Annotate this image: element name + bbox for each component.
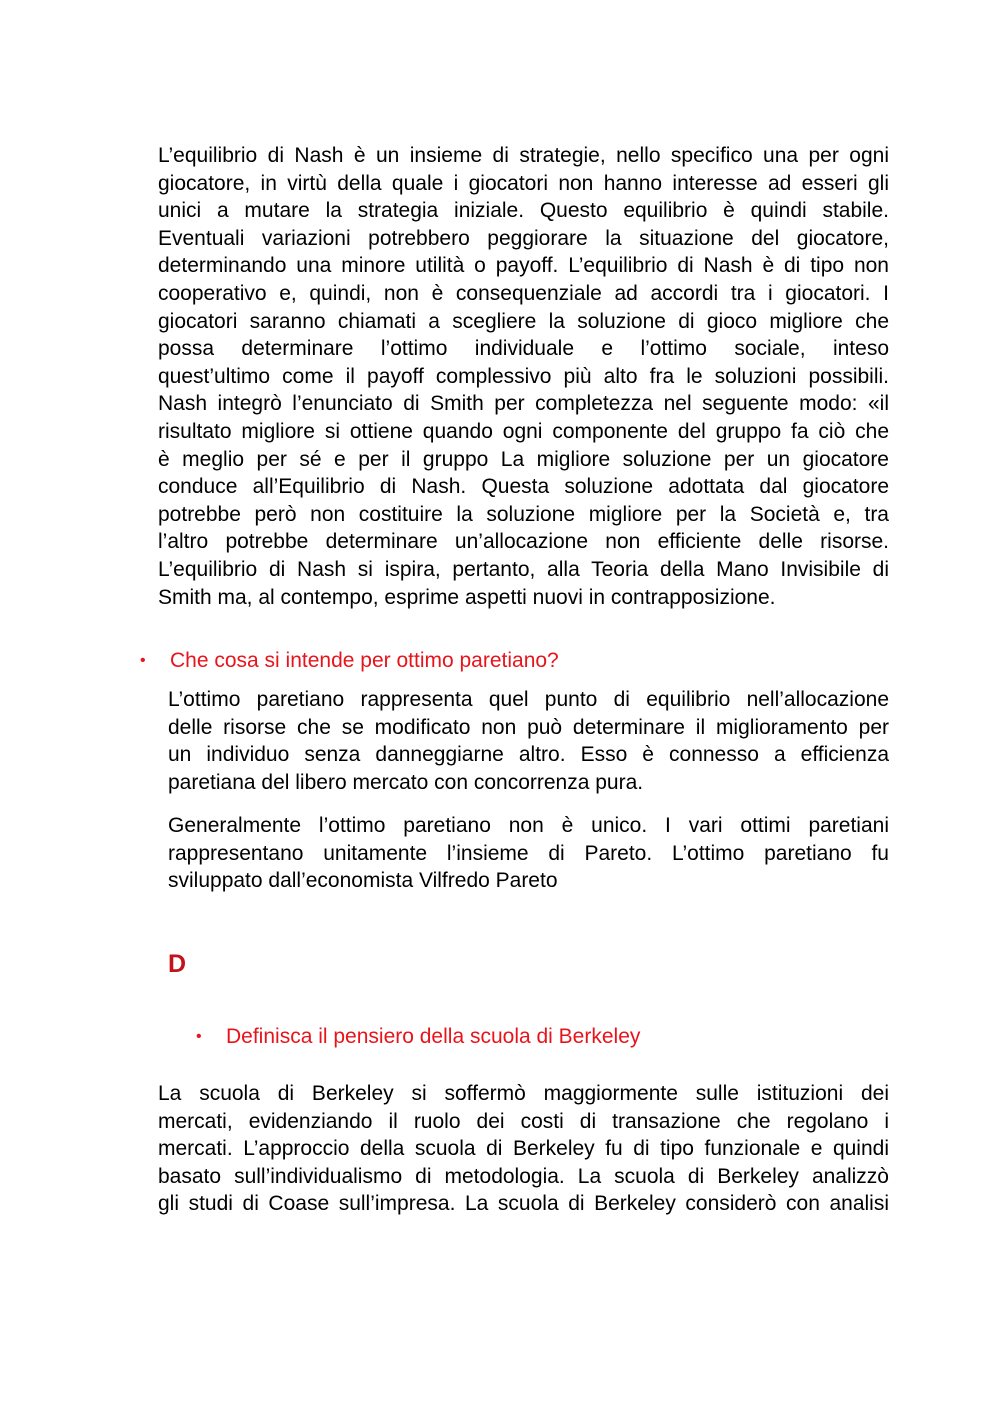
text-line: L’equilibrio di Nash si ispira, pertanto, alla Teoria della Mano Invisibile di <box>158 557 889 581</box>
text-line: delle risorse che se modificato non può determinare il miglioramento per <box>168 715 889 739</box>
text-line: L’equilibrio di Nash è un insieme di strategie, nello specifico una per ogni <box>158 144 889 167</box>
text-line: l’altro potrebbe determinare un’allocazione non efficiente delle risorse. <box>158 530 889 554</box>
question-berkeley: Definisca il pensiero della scuola di Berkeley <box>226 1025 641 1048</box>
section-letter: D <box>168 950 187 978</box>
paragraph-pareto-definition <box>168 686 889 796</box>
question-pareto: Che cosa si intende per ottimo paretiano? <box>170 649 559 672</box>
text-line: risultato migliore si ottiene quando ogni componente del gruppo fa ciò che <box>158 419 889 443</box>
paragraph-pareto-set <box>168 812 889 895</box>
text-line: conduce all’Equilibrio di Nash. Questa soluzione adottata dal giocatore <box>158 475 889 499</box>
text-line: Generalmente l’ottimo paretiano non è unico. I vari ottimi paretiani <box>168 814 889 837</box>
text-line: determinando una minore utilità o payoff. L’equilibrio di Nash è di tipo non <box>158 254 889 278</box>
text-line: un individuo senza danneggiarne altro. Esso è connesso a efficienza <box>168 743 889 767</box>
paragraph-berkeley-school <box>158 1080 889 1218</box>
bullet-icon: • <box>196 1028 202 1045</box>
text-line: Smith ma, al contempo, esprime aspetti nuovi in contrapposizione. <box>158 585 776 609</box>
text-line: possa determinare l’ottimo individuale e l’ottimo sociale, inteso <box>158 337 889 361</box>
text-line: gli studi di Coase sull’impresa. La scuola di Berkeley considerò con analisi <box>158 1192 889 1216</box>
text-line: Eventuali variazioni potrebbero peggiorare la situazione del giocatore, <box>158 226 889 250</box>
text-line: quest’ultimo come il payoff complessivo più alto fra le soluzioni possibili. <box>158 364 889 388</box>
text-line: giocatori saranno chiamati a scegliere la soluzione di gioco migliore che <box>158 309 889 333</box>
paragraph-nash-equilibrium <box>158 142 889 611</box>
text-line: mercati, evidenziando il ruolo dei costi di transazione che regolano i <box>158 1109 889 1133</box>
text-line: giocatore, in virtù della quale i giocatori non hanno interesse ad esseri gli <box>158 171 889 195</box>
text-line: unici a mutare la strategia iniziale. Questo equilibrio è quindi stabile. <box>158 199 889 223</box>
bullet-icon: • <box>140 652 146 669</box>
text-line: L’ottimo paretiano rappresenta quel punto di equilibrio nell’allocazione <box>168 688 889 711</box>
text-line: potrebbe però non costituire la soluzione migliore per la Società e, tra <box>158 502 889 526</box>
text-line: rappresentano unitamente l’insieme di Pareto. L’ottimo paretiano fu <box>168 841 889 865</box>
text-line: basato sull’individualismo di metodologia. La scuola di Berkeley analizzò <box>158 1164 889 1188</box>
text-line: La scuola di Berkeley si soffermò maggiormente sulle istituzioni dei <box>158 1082 889 1105</box>
text-line: cooperativo e, quindi, non è consequenziale ad accordi tra i giocatori. I <box>158 281 889 305</box>
text-line: sviluppato dall’economista Vilfredo Pareto <box>168 869 558 893</box>
text-line: è meglio per sé e per il gruppo La migliore soluzione per un giocatore <box>158 447 889 471</box>
text-line: mercati. L’approccio della scuola di Berkeley fu di tipo funzionale e quindi <box>158 1137 889 1161</box>
text-line: Nash integrò l’enunciato di Smith per completezza nel seguente modo: «il <box>158 392 889 416</box>
text-line: paretiana del libero mercato con concorrenza pura. <box>168 770 644 794</box>
